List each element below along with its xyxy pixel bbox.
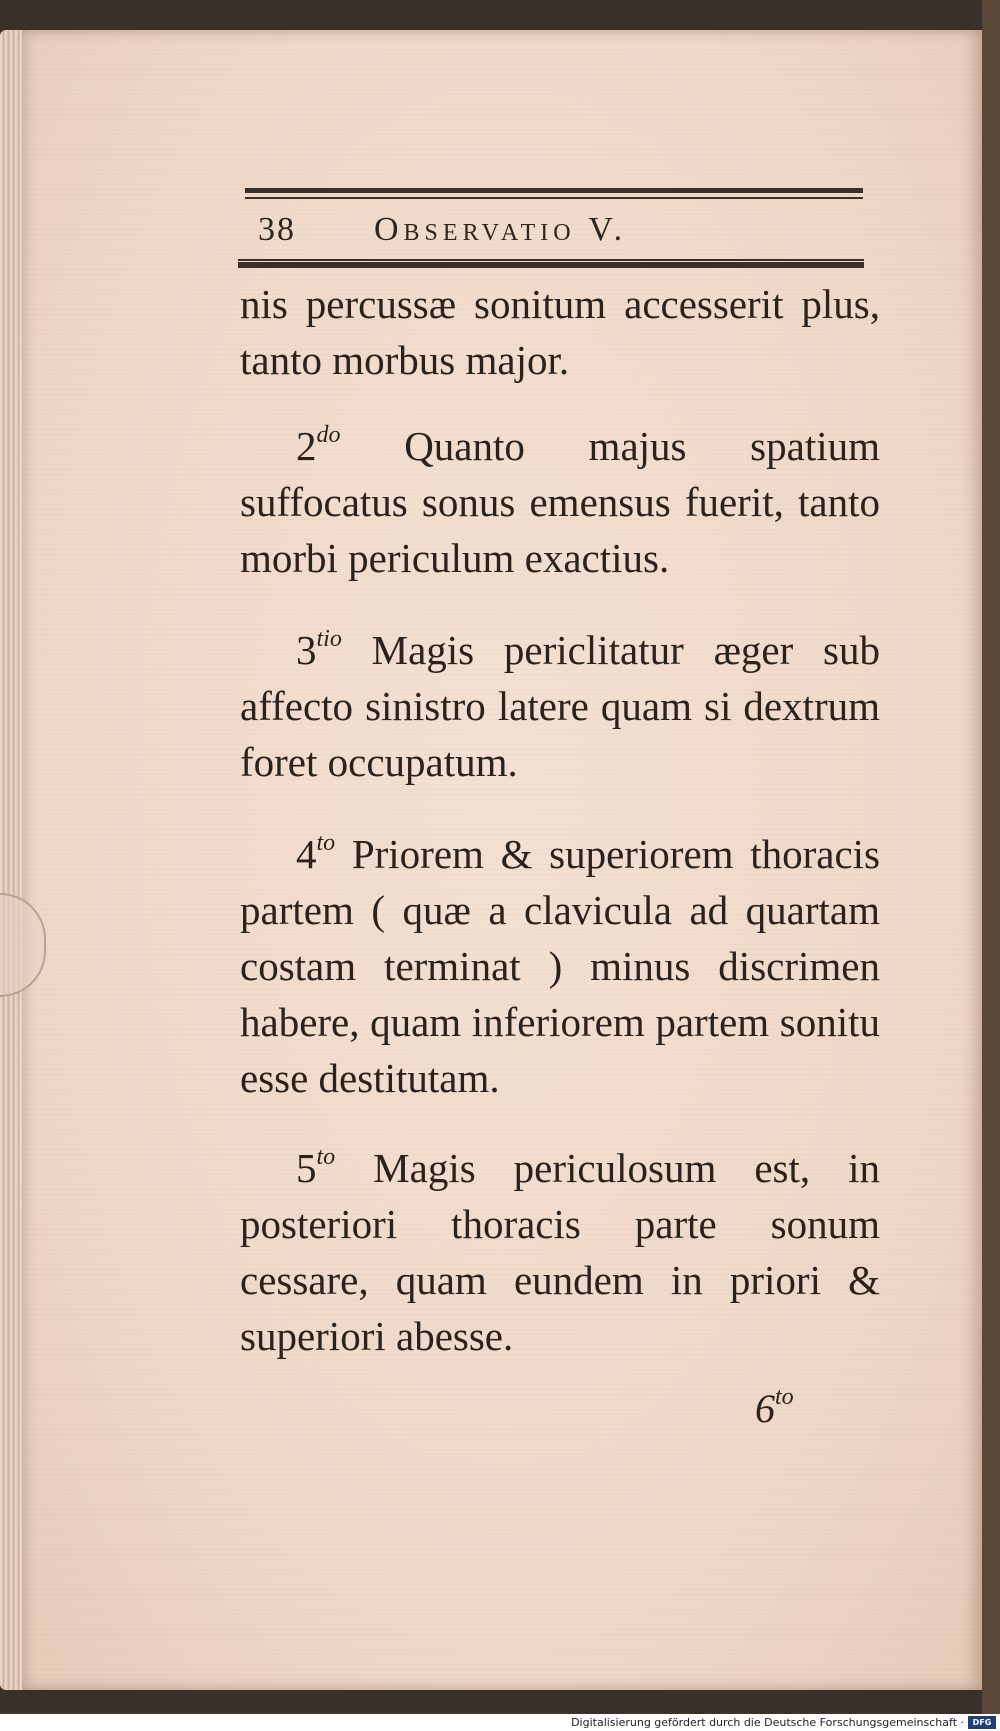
- paragraph-ordinal: tio: [316, 626, 342, 652]
- header-rule-top: [245, 188, 863, 193]
- paragraph-text: Priorem & superiorem thoracis partem ( quæ a clavicula ad quartam costam terminat ) minus discrimen habere, quam inferiorem partem sonitu esse destitutam.: [240, 831, 880, 1101]
- paragraph-ordinal: to: [316, 830, 336, 856]
- paragraph-text: Magis periculosum est, in posteriori thoracis parte sonum cessare, quam eundem in priori & superiori abesse.: [240, 1145, 880, 1359]
- digitization-footer: [0, 1714, 1000, 1731]
- binding-edge: [982, 0, 1000, 1731]
- header-rule-bottom: [238, 262, 864, 268]
- catchword-ordinal: to: [775, 1384, 794, 1410]
- footer-credit: Digitalisierung gefördert durch die Deutsche Forschungsgemeinschaft ·: [571, 1716, 964, 1729]
- catchword: [755, 1385, 794, 1432]
- paragraph-text: Magis periclitatur æger sub affecto sinistro latere quam si dextrum foret occupatum.: [240, 627, 881, 785]
- catchword-number: 6: [755, 1386, 775, 1431]
- paragraph-5to: [240, 1140, 880, 1364]
- paragraph-number: 2: [296, 423, 317, 469]
- page-number: 38: [258, 211, 296, 248]
- paragraph-4to: [240, 826, 880, 1106]
- paragraph-ordinal: to: [316, 1144, 336, 1170]
- paragraph-number: 3: [296, 627, 317, 673]
- paragraph-text: Quanto majus spatium suffocatus sonus emensus fuerit, tanto morbi periculum exactius.: [240, 423, 881, 581]
- running-head: Observatio V.: [374, 211, 628, 248]
- paragraph-ordinal: do: [316, 422, 341, 448]
- paragraph-2do: [240, 418, 880, 586]
- paragraph-continuation: [240, 276, 880, 388]
- paragraph-number: 5: [296, 1145, 317, 1191]
- paragraph-text: nis percussæ sonitum accesserit plus, tanto morbus major.: [240, 281, 880, 383]
- page-header: [258, 205, 838, 257]
- paragraph-3tio: [240, 622, 880, 790]
- paragraph-number: 4: [296, 831, 317, 877]
- dfg-logo-icon: DFG: [968, 1716, 996, 1729]
